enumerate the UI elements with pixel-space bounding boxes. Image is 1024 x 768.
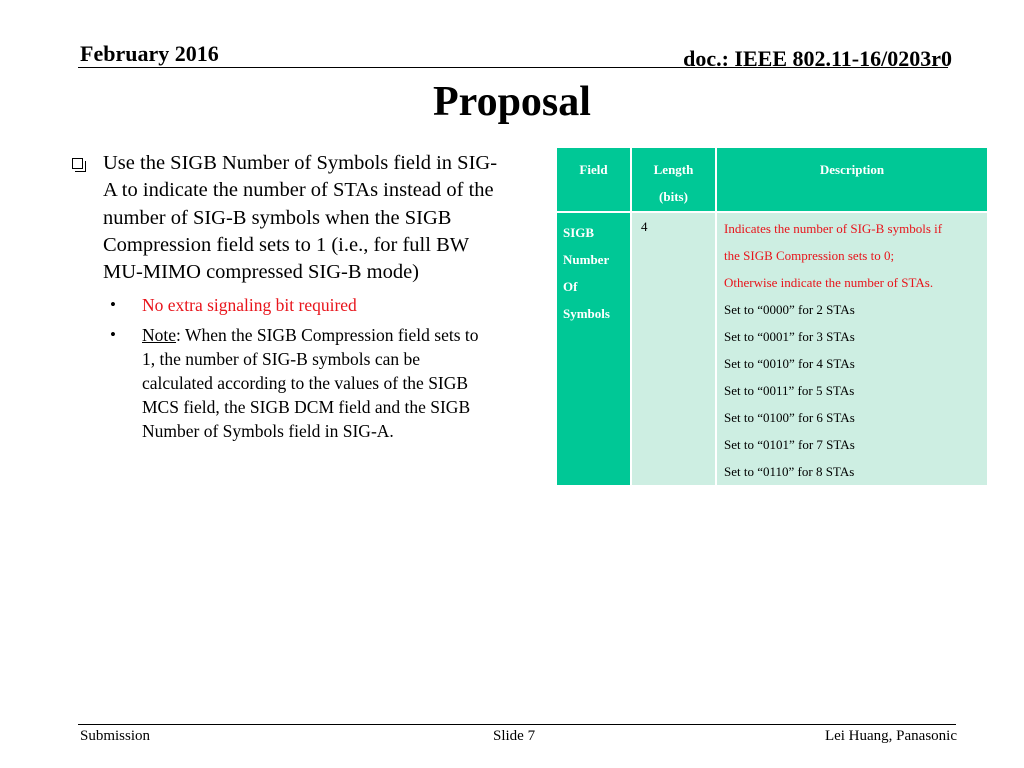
header-length-line1: Length xyxy=(653,162,694,177)
main-bullet-text: Use the SIGB Number of Symbols field in SIG-A to indicate the number of STAs instead of the number of SIG-B symbols when the SIGB Compression field sets to 1 (i.e., for full BW MU-MIMO compressed SIG-B mode) xyxy=(103,152,498,284)
description-line: Set to “0011” for 5 STAs xyxy=(724,383,855,398)
header-description: Description xyxy=(716,147,988,212)
description-line: Set to “0110” for 8 STAs xyxy=(724,464,855,479)
bullet-dot-icon: • xyxy=(110,325,116,345)
bullet-dot-icon: • xyxy=(110,295,116,315)
note-bullet-text xyxy=(142,323,494,443)
note-label: Note xyxy=(142,325,177,346)
footer-divider xyxy=(78,724,956,725)
sub-bullet-item xyxy=(110,293,512,317)
note-body: : When the SIGB Compression field sets to 1, the number of SIG-B symbols can be calculated according to the values of the SIGB MCS field, the SIGB DCM field and the SIGB Number of Symbols field in SIG-A. xyxy=(142,325,479,442)
table-row xyxy=(556,212,988,486)
table-header-row xyxy=(556,147,988,212)
description-line: Otherwise indicate the number of STAs. xyxy=(724,275,934,290)
field-table xyxy=(555,146,989,487)
main-bullet xyxy=(72,150,512,286)
description-line: Indicates the number of SIG-B symbols if xyxy=(724,221,943,236)
footer-author: Lei Huang, Panasonic xyxy=(824,728,957,744)
checkbox-bullet-icon xyxy=(72,158,83,169)
header-divider xyxy=(78,67,948,68)
bullet-list xyxy=(72,150,512,449)
sub-bullet-list xyxy=(110,293,512,443)
header-date: February 2016 xyxy=(80,41,219,66)
description-line: Set to “0100” for 6 STAs xyxy=(724,410,855,425)
footer-submission: Submission xyxy=(80,728,151,744)
description-line: Set to “0000” for 2 STAs xyxy=(724,302,855,317)
header-doc-id: doc.: IEEE 802.11-16/0203r0 xyxy=(683,46,952,71)
field-line: Symbols xyxy=(563,306,610,321)
header-length-line2: (bits) xyxy=(659,189,688,204)
field-line: SIGB xyxy=(563,225,595,240)
description-line: Set to “0101” for 7 STAs xyxy=(724,437,855,452)
description-line: Set to “0010” for 4 STAs xyxy=(724,356,855,371)
cell-length: 4 xyxy=(631,212,716,486)
cell-field-name xyxy=(556,212,631,486)
description-line: the SIGB Compression sets to 0; xyxy=(724,248,895,263)
slide-title: Proposal xyxy=(433,79,591,125)
footer-slide-number: Slide 7 xyxy=(493,728,536,744)
sub-bullet-text: No extra signaling bit required xyxy=(142,295,357,316)
sub-bullet-item xyxy=(110,323,512,443)
field-line: Number xyxy=(563,252,610,267)
header-length xyxy=(631,147,716,212)
field-line: Of xyxy=(563,279,578,294)
description-line: Set to “0001” for 3 STAs xyxy=(724,329,855,344)
cell-description xyxy=(716,212,988,486)
header-field: Field xyxy=(556,147,631,212)
